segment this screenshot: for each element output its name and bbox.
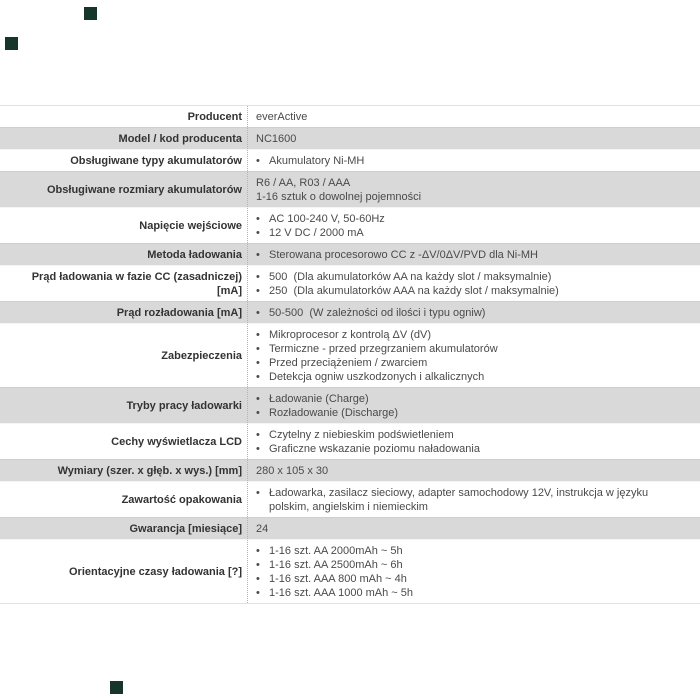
spec-value-item [256, 586, 688, 600]
spec-label: Tryby pracy ładowarki [0, 388, 248, 423]
dark-marker-square-top [84, 7, 97, 20]
spec-value-text: Przed przeciążeniem / zwarciem [269, 357, 428, 369]
spec-value-text: Czytelny z niebieskim podświetleniem [269, 429, 454, 441]
spec-value-item [256, 442, 688, 456]
bullet-icon [256, 356, 269, 370]
spec-label: Obsługiwane typy akumulatorów [0, 150, 248, 171]
spec-row-zawartosc-opakowania [0, 481, 700, 517]
spec-label: Producent [0, 106, 248, 127]
spec-value [248, 540, 700, 603]
spec-value-text: everActive [256, 111, 308, 123]
bullet-icon [256, 328, 269, 342]
spec-value-item [256, 226, 688, 240]
spec-value-text: Rozładowanie (Discharge) [269, 407, 399, 419]
bullet-icon [256, 270, 269, 284]
spec-value-item [256, 248, 688, 262]
bullet-icon [256, 212, 269, 226]
spec-row-wymiary [0, 459, 700, 481]
spec-value-item [256, 544, 688, 558]
spec-row-gwarancja [0, 517, 700, 539]
spec-value-text: Termiczne - przed przegrzaniem akumulatorów [269, 343, 498, 355]
spec-value-text: Akumulatory Ni-MH [269, 155, 365, 167]
bullet-icon [256, 154, 269, 168]
spec-value-item [256, 284, 688, 298]
spec-value-item [256, 464, 688, 478]
spec-label: Zawartość opakowania [0, 482, 248, 517]
spec-value-item [256, 356, 688, 370]
bullet-icon [256, 342, 269, 356]
spec-row-model [0, 127, 700, 149]
spec-row-zabezpieczenia [0, 323, 700, 387]
spec-value-item [256, 486, 688, 514]
spec-label: Zabezpieczenia [0, 324, 248, 387]
spec-row-rozmiary-akumulatorow [0, 171, 700, 207]
spec-label: Napięcie wejściowe [0, 208, 248, 243]
spec-value-item [256, 110, 688, 124]
spec-value-item [256, 132, 688, 146]
spec-value-text: 50-500 (W zależności od ilości i typu ogniw) [269, 307, 486, 319]
spec-value [248, 106, 700, 127]
bullet-icon [256, 248, 269, 262]
bullet-icon [256, 226, 269, 240]
spec-value-item [256, 342, 688, 356]
dark-marker-square-left [5, 37, 18, 50]
spec-value-item [256, 370, 688, 384]
spec-row-typy-akumulatorow [0, 149, 700, 171]
spec-value-text: 250 (Dla akumulatorków AAA na każdy slot / maksymalnie) [269, 285, 559, 297]
spec-value-item [256, 328, 688, 342]
spec-value-text: R6 / AA, R03 / AAA [256, 177, 351, 189]
spec-value-text: Detekcja ogniw uszkodzonych i alkalicznych [269, 371, 485, 383]
spec-value-item [256, 558, 688, 572]
spec-value-text: Mikroprocesor z kontrolą ΔV (dV) [269, 329, 432, 341]
spec-label: Cechy wyświetlacza LCD [0, 424, 248, 459]
bullet-icon [256, 486, 269, 500]
bullet-icon [256, 572, 269, 586]
spec-value-item [256, 190, 688, 204]
spec-row-prad-ladowania [0, 265, 700, 301]
spec-value-text: Ładowanie (Charge) [269, 393, 369, 405]
spec-value-item [256, 306, 688, 320]
spec-value [248, 388, 700, 423]
spec-value-text: 1-16 szt. AA 2500mAh ~ 6h [269, 559, 403, 571]
spec-row-producent [0, 106, 700, 127]
spec-value-text: 24 [256, 523, 269, 535]
spec-row-prad-rozladowania [0, 301, 700, 323]
spec-label: Gwarancja [miesiące] [0, 518, 248, 539]
spec-value [248, 424, 700, 459]
spec-label: Obsługiwane rozmiary akumulatorów [0, 172, 248, 207]
spec-value [248, 172, 700, 207]
spec-value-text: 280 x 105 x 30 [256, 465, 329, 477]
spec-value-text: Graficzne wskazanie poziomu naładowania [269, 443, 480, 455]
spec-value-item [256, 392, 688, 406]
spec-value [248, 324, 700, 387]
spec-value-text: Ładowarka, zasilacz sieciowy, adapter samochodowy 12V, instrukcja w języku polskim, angielskim i niemieckim [269, 487, 649, 513]
spec-value [248, 266, 700, 301]
spec-value-item [256, 406, 688, 420]
spec-value-text: 500 (Dla akumulatorków AA na każdy slot / maksymalnie) [269, 271, 552, 283]
spec-value-text: 1-16 sztuk o dowolnej pojemności [256, 191, 422, 203]
bullet-icon [256, 558, 269, 572]
spec-label: Prąd rozładowania [mA] [0, 302, 248, 323]
spec-row-tryby-pracy [0, 387, 700, 423]
spec-value-item [256, 522, 688, 536]
spec-row-cechy-lcd [0, 423, 700, 459]
bullet-icon [256, 406, 269, 420]
spec-value [248, 302, 700, 323]
spec-value [248, 244, 700, 265]
bullet-icon [256, 428, 269, 442]
spec-value-text: 1-16 szt. AAA 800 mAh ~ 4h [269, 573, 407, 585]
spec-value [248, 482, 700, 517]
spec-value [248, 460, 700, 481]
spec-label: Orientacyjne czasy ładowania [?] [0, 540, 248, 603]
bullet-icon [256, 284, 269, 298]
bullet-icon [256, 392, 269, 406]
bullet-icon [256, 306, 269, 320]
spec-row-napiecie-wejsciowe [0, 207, 700, 243]
spec-value-item [256, 572, 688, 586]
spec-value-text: 1-16 szt. AAA 1000 mAh ~ 5h [269, 587, 414, 599]
spec-value-text: 1-16 szt. AA 2000mAh ~ 5h [269, 545, 403, 557]
spec-value-text: NC1600 [256, 133, 297, 145]
spec-value [248, 518, 700, 539]
spec-value [248, 128, 700, 149]
spec-label: Wymiary (szer. x głęb. x wys.) [mm] [0, 460, 248, 481]
bullet-icon [256, 442, 269, 456]
product-spec-table [0, 105, 700, 604]
dark-marker-square-bottom [110, 681, 123, 694]
spec-value-item [256, 154, 688, 168]
spec-value-item [256, 176, 688, 190]
spec-value [248, 150, 700, 171]
spec-value-item [256, 428, 688, 442]
bullet-icon [256, 544, 269, 558]
spec-row-metoda-ladowania [0, 243, 700, 265]
spec-value-text: Sterowana procesorowo CC z -ΔV/0ΔV/PVD dla Ni-MH [269, 249, 539, 261]
spec-value-item [256, 270, 688, 284]
spec-value-item [256, 212, 688, 226]
bullet-icon [256, 370, 269, 384]
spec-label: Metoda ładowania [0, 244, 248, 265]
spec-label: Prąd ładowania w fazie CC (zasadniczej) [mA] [0, 266, 248, 301]
spec-value [248, 208, 700, 243]
spec-value-text: 12 V DC / 2000 mA [269, 227, 364, 239]
bullet-icon [256, 586, 269, 600]
spec-label: Model / kod producenta [0, 128, 248, 149]
spec-row-czasy-ladowania [0, 539, 700, 603]
spec-value-text: AC 100-240 V, 50-60Hz [269, 213, 385, 225]
